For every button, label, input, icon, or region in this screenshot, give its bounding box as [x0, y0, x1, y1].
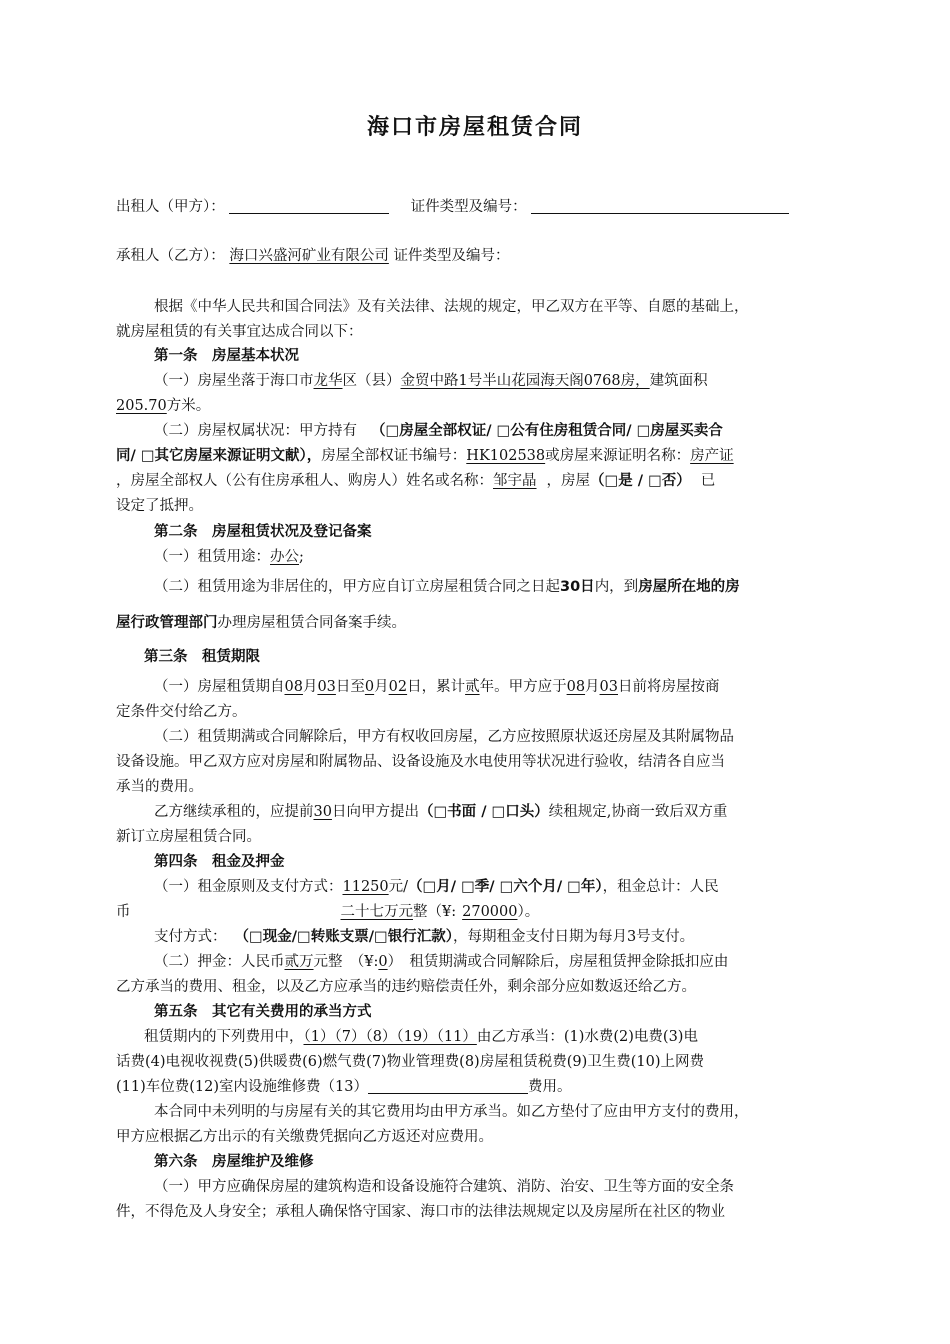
- article-1-para-1: [154, 371, 874, 391]
- party-a-id-blank: [531, 198, 789, 214]
- text: 元/: [388, 879, 409, 895]
- article-5-para-2-l2: 甲方应根据乙方出示的有关缴费凭据向乙方返还对应费用。: [116, 1129, 493, 1145]
- handover-month: 08: [566, 679, 586, 695]
- article-5-para-1: [144, 1027, 864, 1047]
- text: 日，累计: [407, 679, 466, 695]
- rent-amount: 11250: [342, 879, 389, 895]
- lease-usage: 办公: [270, 549, 299, 565]
- start-month: 08: [284, 679, 303, 695]
- text: 由乙方承当：(1)水费(2)电费(3)电: [476, 1029, 698, 1045]
- text: 年。甲方应于: [479, 679, 567, 695]
- other-fee-blank: [368, 1078, 528, 1094]
- text: （一）房屋坐落于海口市: [154, 373, 314, 389]
- article-2-heading: 第二条 房屋租赁状况及登记备案: [154, 524, 372, 540]
- filing-days: 30日: [560, 579, 595, 595]
- article-4-para-1-l2: [116, 902, 836, 922]
- intro-line-2: 就房屋租赁的有关事宜达成合同以下：: [116, 324, 363, 340]
- article-3-para-1: [154, 677, 874, 697]
- text: （一）租赁用途：: [154, 549, 270, 565]
- text: (11)车位费(12)室内设施维修费（13）: [116, 1079, 368, 1095]
- tenant-fees: （1）（7）（8）（19）（11）: [303, 1029, 477, 1045]
- article-3-para-1-l2: 定条件交付给乙方。: [116, 704, 247, 720]
- housing-office: 房屋所在地的房: [638, 579, 740, 595]
- ownership-options-cont: 同/ □其它房屋来源证明文献），: [116, 448, 322, 464]
- total-rent-number: 270000: [462, 904, 518, 920]
- article-4-para-2-l2: 乙方承当的费用、租金，以及乙方应承当的违约赔偿责任外，剩余部分应如数返还给乙方。: [116, 979, 696, 995]
- article-1-para-2-l4: 设定了抵押。: [116, 498, 203, 514]
- text: 方米。: [166, 398, 211, 414]
- text: （二）租赁用途为非居住的，甲方应自订立房屋租赁合同之日起: [154, 579, 560, 595]
- article-4-payment: [154, 927, 874, 947]
- text: ;: [299, 549, 304, 565]
- article-5-para-1-l2: 话费(4)电视收视费(5)供暖费(6)燃气费(7)物业管理费(8)房屋租赁税费(9)卫生费(10)上网费: [116, 1054, 704, 1070]
- text: 币: [116, 904, 131, 920]
- text: 或房屋来源证明名称：: [545, 448, 691, 464]
- article-2-para-2: [154, 577, 874, 597]
- deposit-words: 贰万: [284, 954, 314, 970]
- article-5-para-2: 本合同中未列明的与房屋有关的其它费用均由甲方承当。如乙方垫付了应由甲方支付的费用，: [154, 1104, 749, 1120]
- text: ） 租赁期满或合同解除后，房屋租赁押金除抵扣应由: [387, 954, 729, 970]
- party-b-label: 承租人（乙方）：: [116, 248, 225, 264]
- text: 费用。: [527, 1079, 572, 1095]
- document-title: 海口市房屋租赁合同: [366, 115, 583, 140]
- article-1-heading: 第一条 房屋基本状况: [154, 348, 299, 364]
- article-5-heading: 第五条 其它有关费用的承当方式: [154, 1004, 372, 1020]
- renewal-days: 30: [313, 804, 332, 820]
- text: 租赁期内的下列费用中，: [144, 1029, 304, 1045]
- housing-office-cont: 屋行政管理部门: [116, 615, 218, 631]
- text: ，房屋全部权人（公有住房承租人、购房人）姓名或名称：: [116, 473, 493, 489]
- party-a-name-blank: [229, 198, 389, 214]
- article-2-para-1: [154, 547, 874, 567]
- text: ，房屋: [546, 473, 590, 489]
- renewal-options: （□书面 / □口头）: [418, 804, 549, 820]
- article-4-para-1: [154, 877, 874, 897]
- party-b-id-label: 证件类型及编号：: [393, 248, 510, 264]
- text: 月: [374, 679, 389, 695]
- certificate-number: HK102538: [466, 448, 546, 464]
- payment-options: （□现金/□转账支票/□银行汇款）: [234, 929, 453, 945]
- article-6-para-1: （一）甲方应确保房屋的建筑构造和设备设施符合建筑、消防、治安、卫生等方面的安全条: [154, 1179, 734, 1195]
- lease-years: 贰: [465, 679, 480, 695]
- end-day: 02: [388, 679, 408, 695]
- article-6-para-1-l2: 件，不得危及人身安全；承租人确保恪守国家、海口市的法律法规规定以及房屋所在社区的物业: [116, 1204, 725, 1220]
- text: 已: [700, 473, 716, 489]
- article-3-para-2: （二）租赁期满或合同解除后，甲方有权收回房屋，乙方应按照原状返还房屋及其附属物品: [154, 729, 734, 745]
- text: 日前将房屋按商: [618, 679, 720, 695]
- intro-line-1: 根据《中华人民共和国合同法》及有关法律、法规的规定，甲乙双方在平等、自愿的基础上，: [154, 299, 749, 315]
- text: 房屋全部权证书编号：: [321, 448, 467, 464]
- party-a-label: 出租人（甲方）：: [116, 199, 225, 215]
- text: 日向甲方提出: [331, 804, 419, 820]
- text: 乙方继续承租的，应提前: [154, 804, 314, 820]
- owner-name: 邹宇晶: [493, 473, 537, 489]
- article-6-heading: 第六条 房屋维护及维修: [154, 1154, 314, 1170]
- article-4-heading: 第四条 租金及押金: [154, 854, 285, 870]
- start-day: 03: [317, 679, 336, 695]
- text: 月: [302, 679, 318, 695]
- text: 整（¥:: [413, 904, 457, 920]
- district: 龙华: [313, 373, 343, 389]
- article-3-para-2-l2: 设备设施。甲乙双方应对房屋和附属物品、设备设施及水电使用等状况进行验收，结清各自应当: [116, 754, 725, 770]
- text: 元整 （¥:: [313, 954, 379, 970]
- text: 月: [585, 679, 600, 695]
- article-2-para-2-l2: [116, 613, 836, 633]
- article-1-para-2-l2: [116, 446, 836, 466]
- text: 区（县）: [342, 373, 401, 389]
- article-4-para-2: [154, 952, 874, 972]
- article-5-para-1-l3: [116, 1077, 836, 1097]
- floor-area: 205.70: [116, 398, 167, 414]
- ownership-options: （□房屋全部权证/ □公有住房租赁合同/ □房屋买卖合: [371, 423, 723, 439]
- total-rent-words: 二十七万元: [340, 904, 413, 920]
- article-1-para-2-l3: [116, 471, 836, 491]
- text: 日至: [335, 679, 365, 695]
- party-a-id-label: 证件类型及编号：: [410, 199, 527, 215]
- certificate-name: 房产证: [690, 448, 734, 464]
- handover-day: 03: [599, 679, 618, 695]
- text: ）。: [517, 904, 540, 920]
- end-month: 0: [364, 679, 375, 695]
- text: 建筑面积: [649, 373, 708, 389]
- article-1-para-1-cont: [116, 396, 836, 416]
- article-3-para-2-l3: 承当的费用。: [116, 779, 203, 795]
- text: 续租规定,协商一致后双方重: [548, 804, 728, 820]
- text: ，租金总计：人民: [602, 879, 719, 895]
- text: （二）房屋权属状况：甲方持有: [154, 423, 357, 439]
- text: 支付方式：: [154, 929, 227, 945]
- text: （一）房屋租赁期自: [154, 679, 285, 695]
- article-3-para-3: [154, 802, 874, 822]
- article-3-heading: 第三条 租赁期限: [144, 649, 260, 665]
- text: ，每期租金支付日期为每月3号支付。: [452, 929, 695, 945]
- deposit-number: 0: [378, 954, 388, 970]
- party-b-name: 海口兴盛河矿业有限公司: [229, 248, 389, 264]
- text: （一）租金原则及支付方式：: [154, 879, 343, 895]
- mortgage-options: （□是 / □否）: [590, 473, 691, 489]
- text: 办理房屋租赁合同备案手续。: [217, 615, 406, 631]
- article-3-para-3-l2: 新订立房屋租赁合同。: [116, 829, 261, 845]
- rent-period-options: （□月/ □季/ □六个月/ □年）: [408, 879, 603, 895]
- party-a-line: [116, 197, 836, 217]
- party-b-line: [116, 246, 836, 266]
- text: 内，到: [594, 579, 639, 595]
- text: （二）押金：人民币: [154, 954, 285, 970]
- article-1-para-2: [154, 421, 874, 441]
- address: 金贸中路1号半山花园海天阁0768房，: [400, 373, 650, 389]
